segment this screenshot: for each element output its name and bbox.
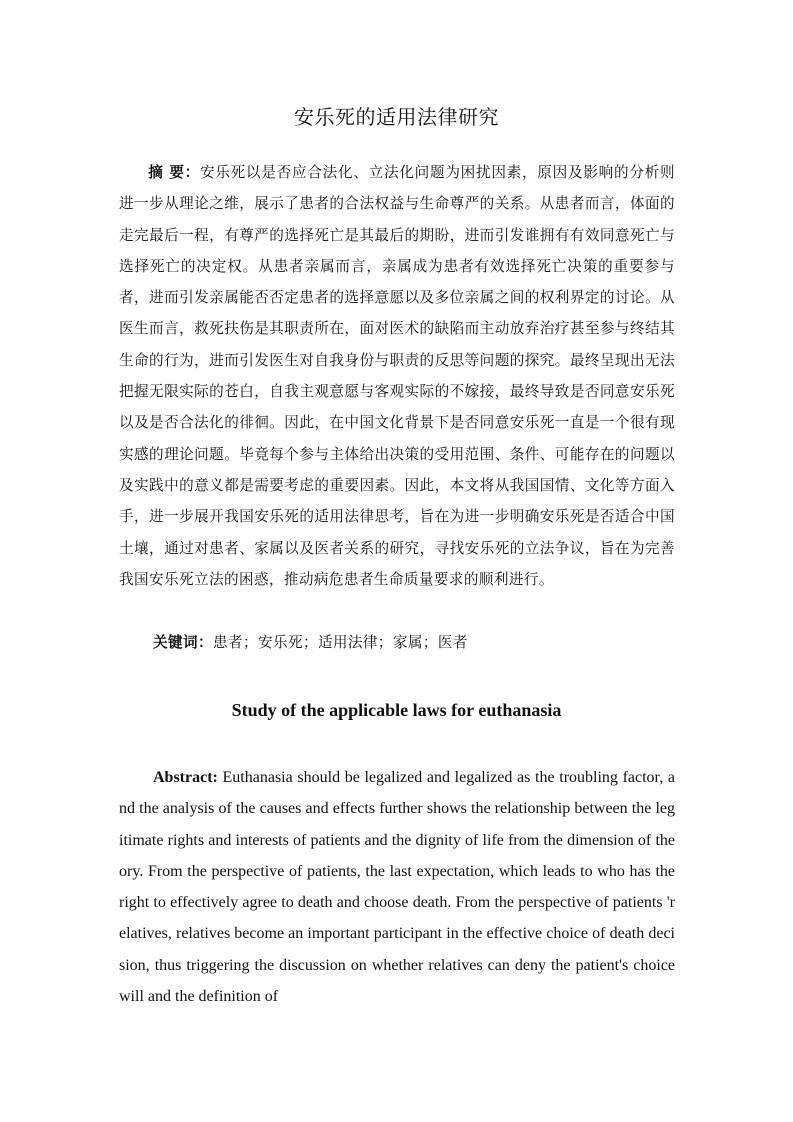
chinese-abstract-label: 摘 要：	[148, 164, 201, 181]
chinese-abstract-text: 安乐死以是否应合法化、立法化问题为困扰因素，原因及影响的分析则进一步从理论之维，展示了患者的合法权益与生命尊严的关系。从患者而言，体面的走完最后一程，有尊严的选择死亡是其最后的期盼，进而引发谁拥有有效同意死亡与选择死亡的决定权。从患者亲属而言，亲属成为患者有效选择死亡决策的重要参与者，进而引发亲属能否否定患者的选择意愿以及多位亲属之间的权利界定的讨论。从医生而言，救死扶伤是其职责所在，面对医术的缺陷而主动放弃治疗甚至参与终结其生命的行为，进而引发医生对自我身份与职责的反思等问题的探究。最终呈现出无法把握无限实际的苍白，自我主观意愿与客观实际的不嫁接，最终导致是否同意安乐死以及是否合法化的徘徊。因此，在中国文化背景下是否同意安乐死一直是一个很有现实感的理论问题。毕竟每个参与主体给出决策的受用范围、条件、可能存在的问题以及实践中的意义都是需要考虑的重要因素。因此，本文将从我国国情、文化等方面入手，进一步展开我国安乐死的适用法律思考，旨在为进一步明确安乐死是否适合中国土壤，通过对患者、家属以及医者关系的研究，寻找安乐死的立法争议，旨在为完善我国安乐死立法的困惑，推动病危患者生命质量要求的顺利进行。	[119, 164, 675, 588]
english-abstract	[119, 762, 675, 1012]
english-abstract-text: Euthanasia should be legalized and legalized as the troubling factor, and the analysis of the causes and effects further shows the relationship between the legitimate rights and interests of patients and the dignity of life from the dimension of theory. From the perspective of patients, the last expectation, which leads to who has the right to effectively agree to death and choose death. From the perspective of patients 'relatives, relatives become an important participant in the effective choice of death decision, thus triggering the discussion on whether relatives can deny the patient's choice will and the definition of	[119, 769, 675, 1006]
english-abstract-label: Abstract:	[153, 769, 218, 786]
chinese-title: 安乐死的适用法律研究	[294, 105, 499, 129]
chinese-keywords-text: 患者；安乐死；适用法律；家属；医者	[212, 634, 468, 651]
english-title: Study of the applicable laws for euthanasia	[231, 700, 562, 720]
chinese-abstract	[119, 157, 675, 595]
chinese-keywords	[153, 627, 693, 658]
chinese-keywords-label: 关键词：	[153, 634, 213, 651]
